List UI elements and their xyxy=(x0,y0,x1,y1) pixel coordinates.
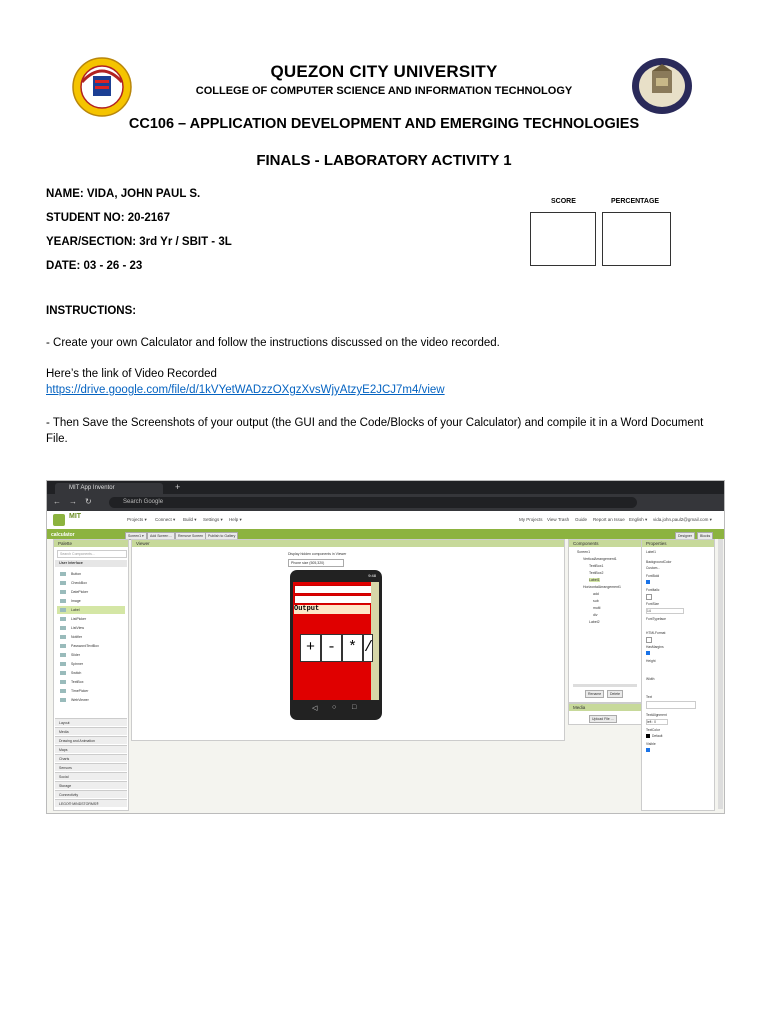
properties-panel xyxy=(641,539,715,811)
percentage-box xyxy=(602,212,671,266)
property-label: FontSize xyxy=(646,602,660,606)
student-name: NAME: VIDA, JOHN PAUL S. xyxy=(46,188,201,200)
browser-tabbar xyxy=(47,481,724,494)
property-value[interactable]: Default xyxy=(652,734,663,738)
android-recents-icon[interactable]: □ xyxy=(352,704,357,711)
reload-icon[interactable]: ↻ xyxy=(85,497,92,506)
instructions-heading: INSTRUCTIONS: xyxy=(46,305,137,317)
palette-category[interactable]: Social xyxy=(55,772,127,780)
browser-tab[interactable]: MIT App Inventor xyxy=(55,483,163,494)
instruction-item-2: - Then Save the Screenshots of your output (the GUI and the Code/Blocks of your Calculator) and compile it in a Word Document File. xyxy=(46,417,704,445)
media-title: Media xyxy=(569,704,641,711)
multiply-button[interactable]: * xyxy=(342,634,363,662)
listpicker-icon xyxy=(60,617,66,621)
datepicker-icon xyxy=(60,590,66,594)
palette-category[interactable]: Layout xyxy=(55,718,127,726)
menu-settings[interactable]: Settings ▾ xyxy=(203,517,223,522)
properties-title: Properties xyxy=(642,540,714,547)
video-link[interactable]: https://drive.google.com/file/d/1kVYetWADzzOXgzXvsWjyAtzyE2JCJ7m4/view xyxy=(46,384,445,396)
add-button[interactable]: + xyxy=(300,634,321,662)
phone-time: 9:48 xyxy=(368,573,376,578)
palette-item[interactable]: PasswordTextBox xyxy=(57,642,125,650)
property-label: HTMLFormat xyxy=(646,631,666,635)
percentage-label: PERCENTAGE xyxy=(611,198,660,205)
student-number: STUDENT NO: 20-2167 xyxy=(46,212,170,224)
textcolor-swatch[interactable] xyxy=(646,734,650,738)
property-label: Height xyxy=(646,659,656,663)
property-label: Visible xyxy=(646,742,656,746)
component-tree-item[interactable]: TextBox1 xyxy=(589,564,604,568)
palette-item[interactable]: CheckBox xyxy=(57,579,125,587)
rename-button[interactable]: Rename xyxy=(585,690,604,698)
slider-icon xyxy=(60,653,66,657)
property-label: HasMargins xyxy=(646,645,664,649)
palette-category[interactable]: Storage xyxy=(55,781,127,789)
media-panel xyxy=(568,703,642,725)
palette-category[interactable]: Media xyxy=(55,727,127,735)
palette-item[interactable]: TextBox xyxy=(57,678,125,686)
webviewer-icon xyxy=(60,698,66,702)
palette-item[interactable]: WebViewer xyxy=(57,696,125,704)
fontbold-checkbox[interactable] xyxy=(646,580,650,584)
palette-item[interactable]: Slider xyxy=(57,651,125,659)
htmlformat-checkbox[interactable] xyxy=(646,637,652,643)
palette-item-selected[interactable]: Label xyxy=(57,606,125,614)
palette-title: Palette xyxy=(54,540,128,547)
college-name: COLLEGE OF COMPUTER SCIENCE AND INFORMATION TECHNOLOGY xyxy=(195,85,573,97)
component-tree-item[interactable]: TextBox2 xyxy=(589,571,604,575)
page-scrollbar[interactable] xyxy=(718,539,723,809)
menu-view-trash[interactable]: View Trash xyxy=(547,517,570,522)
textbox-icon xyxy=(60,680,66,684)
property-label: TextAlignment xyxy=(646,713,667,717)
palette-item[interactable]: Notifier xyxy=(57,633,125,641)
menu-help[interactable]: Help ▾ xyxy=(229,517,242,522)
property-label: BackgroundColor xyxy=(646,560,672,564)
component-tree-item[interactable]: Screen1 xyxy=(577,550,591,554)
score-label: SCORE xyxy=(551,198,576,205)
button-icon xyxy=(60,572,66,576)
link-intro: Here’s the link of Video Recorded xyxy=(46,368,217,380)
textbox1-field[interactable] xyxy=(294,585,372,594)
checkbox-icon xyxy=(60,581,66,585)
palette-category[interactable]: Maps xyxy=(55,745,127,753)
activity-title: FINALS - LABORATORY ACTIVITY 1 xyxy=(256,152,512,169)
viewer-size-select[interactable]: Phone size (505,320) xyxy=(288,559,344,567)
switch-icon xyxy=(60,671,66,675)
output-label: Output xyxy=(294,605,370,614)
label-icon xyxy=(60,608,66,612)
upload-file-button[interactable]: Upload File ... xyxy=(589,715,617,723)
delete-button[interactable]: Delete xyxy=(607,690,623,698)
subtract-button[interactable]: - xyxy=(321,634,342,662)
android-back-icon[interactable]: ◁ xyxy=(312,705,318,712)
textbox2-field[interactable] xyxy=(294,595,372,604)
remove-screen-button[interactable]: Remove Screen xyxy=(175,532,206,540)
app-inventor-screenshot xyxy=(46,480,725,814)
menu-guide[interactable]: Guide xyxy=(575,517,588,522)
text-input[interactable] xyxy=(646,701,696,709)
palette-item[interactable]: ListPicker xyxy=(57,615,125,623)
property-component-name: Label1 xyxy=(646,550,656,554)
viewer-hidden-checkbox[interactable]: Display hidden components in Viewer xyxy=(288,552,347,556)
component-tree-item[interactable]: multi xyxy=(593,606,601,610)
component-tree-item-selected[interactable]: Label1 xyxy=(589,578,600,582)
viewer-title: Viewer xyxy=(132,540,564,547)
fontsize-input[interactable]: 14 xyxy=(646,608,684,614)
designer-button[interactable]: Designer xyxy=(675,532,695,540)
appinventor-header xyxy=(47,511,724,531)
phone-screen xyxy=(293,582,379,700)
property-label: Text xyxy=(646,695,653,699)
component-tree-item[interactable]: VerticalArrangement1 xyxy=(583,557,617,561)
new-tab-icon[interactable]: + xyxy=(175,482,181,492)
visible-checkbox[interactable] xyxy=(646,748,650,752)
forward-icon[interactable]: → xyxy=(69,497,77,506)
project-toolbar xyxy=(47,531,724,539)
component-tree-item[interactable]: add xyxy=(593,592,599,596)
timepicker-icon xyxy=(60,689,66,693)
mit-logo-text: MIT xyxy=(69,513,82,520)
project-name: calculator xyxy=(51,532,75,538)
palette-search-input[interactable]: Search Components... xyxy=(57,550,127,558)
password-icon xyxy=(60,644,66,648)
spinner-icon xyxy=(60,662,66,666)
add-screen-button[interactable]: Add Screen ... xyxy=(147,532,175,540)
palette-category[interactable]: Connectivity xyxy=(55,790,127,798)
components-panel xyxy=(568,539,642,703)
course-title: CC106 – APPLICATION DEVELOPMENT AND EMERGING TECHNOLOGIES xyxy=(128,116,640,132)
property-label: TextColor xyxy=(646,728,660,732)
property-label: FontBold xyxy=(646,574,660,578)
property-label: Width xyxy=(646,677,655,681)
menu-my-projects[interactable]: My Projects xyxy=(519,517,543,522)
menu-connect[interactable]: Connect ▾ xyxy=(155,517,176,522)
menu-account[interactable]: vida.john.paul2@gmail.com ▾ xyxy=(653,517,712,522)
textalignment-select[interactable]: left : 0 xyxy=(646,719,668,725)
year-section: YEAR/SECTION: 3rd Yr / SBIT - 3L xyxy=(46,236,232,248)
component-tree-item[interactable]: sub xyxy=(593,599,599,603)
back-icon[interactable]: ← xyxy=(53,497,61,506)
android-home-icon[interactable]: ○ xyxy=(332,704,337,711)
palette-panel xyxy=(53,539,129,811)
palette-section-user-interface[interactable]: User Interface xyxy=(55,560,127,567)
publish-gallery-button[interactable]: Publish to Gallery xyxy=(205,532,238,540)
university-name: QUEZON CITY UNIVERSITY xyxy=(270,62,498,81)
palette-category[interactable]: LEGO® MINDSTORMS® xyxy=(55,799,127,807)
date: DATE: 03 - 26 - 23 xyxy=(46,260,143,272)
menu-language[interactable]: English ▾ xyxy=(629,517,648,522)
property-label: FontItalic xyxy=(646,588,660,592)
listview-icon xyxy=(60,626,66,630)
components-title: Components xyxy=(569,540,641,547)
mit-logo-icon xyxy=(53,514,65,526)
divide-button[interactable]: / xyxy=(363,634,373,662)
palette-category[interactable]: Drawing and Animation xyxy=(55,736,127,744)
blocks-button[interactable]: Blocks xyxy=(697,532,713,540)
components-scrollbar[interactable] xyxy=(573,684,637,687)
menu-build[interactable]: Build ▾ xyxy=(183,517,197,522)
palette-item[interactable]: Image xyxy=(57,597,125,605)
component-tree-item[interactable]: div xyxy=(593,613,598,617)
property-value[interactable]: Custom... xyxy=(646,566,661,570)
viewer-panel xyxy=(131,539,565,741)
notifier-icon xyxy=(60,635,66,639)
image-icon xyxy=(60,599,66,603)
palette-item[interactable]: Switch xyxy=(57,669,125,677)
property-label: FontTypeface xyxy=(646,617,666,621)
palette-item[interactable]: Button xyxy=(57,570,125,578)
menu-report-issue[interactable]: Report an Issue xyxy=(593,517,625,522)
hasmargins-checkbox[interactable] xyxy=(646,651,650,655)
palette-item[interactable]: Spinner xyxy=(57,660,125,668)
instruction-item-1: - Create your own Calculator and follow the instructions discussed on the video recorded. xyxy=(46,337,500,349)
component-tree-item[interactable]: Label2 xyxy=(589,620,600,624)
fontitalic-checkbox[interactable] xyxy=(646,594,652,600)
phone-mockup xyxy=(290,570,382,720)
palette-item[interactable]: ListView xyxy=(57,624,125,632)
menu-projects[interactable]: Projects ▾ xyxy=(127,517,147,522)
browser-urlbar xyxy=(47,494,724,511)
palette-category[interactable]: Charts xyxy=(55,754,127,762)
screen-select-button[interactable]: Screen1 ▾ xyxy=(125,532,147,540)
score-box xyxy=(530,212,596,266)
address-bar[interactable]: Search Google xyxy=(109,497,637,508)
palette-item[interactable]: DatePicker xyxy=(57,588,125,596)
palette-category[interactable]: Sensors xyxy=(55,763,127,771)
component-tree-item[interactable]: HorizontalArrangement1 xyxy=(583,585,621,589)
palette-item[interactable]: TimePicker xyxy=(57,687,125,695)
